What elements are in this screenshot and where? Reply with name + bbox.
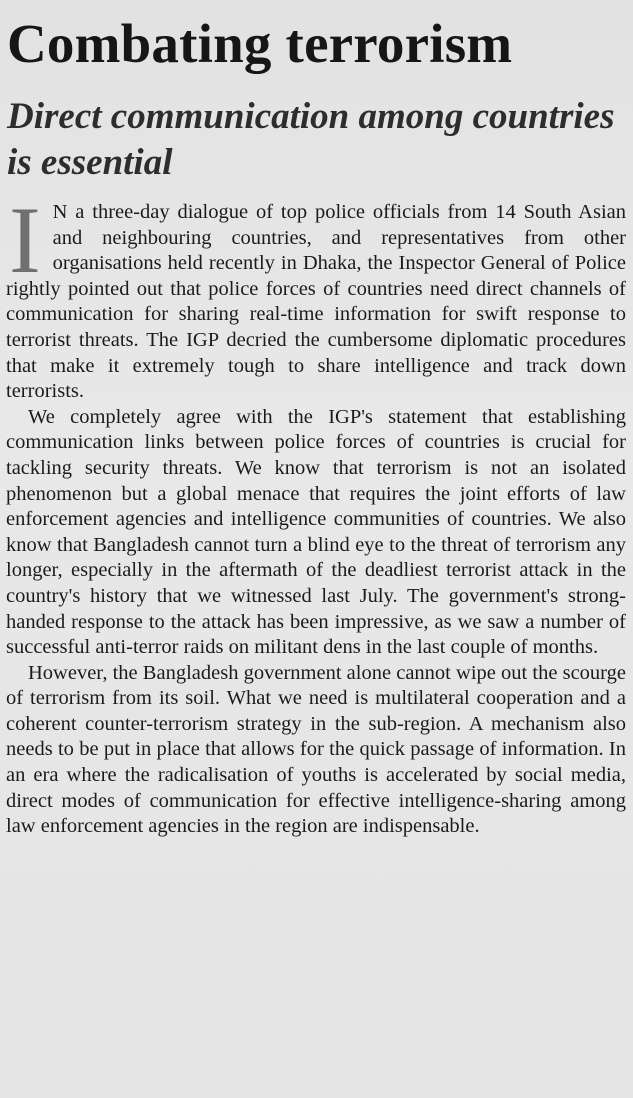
article-body (6, 187, 626, 840)
headline: Combating terrorism (7, 13, 513, 74)
paragraph-1 (6, 187, 626, 405)
paragraph-2: We completely agree with the IGP's statement that establishing communication links between police forces of countries is crucial for tackling security threats. We know that terrorism is not an isolated phenomenon but a global menace that requires the joint efforts of law enforcement agencies and intelligence communities of countries. We also know that Bangladesh cannot turn a blind eye to the threat of terrorism any longer, especially in the aftermath of the deadliest terrorist attack in the country's history that we witnessed last July. The government's strong-handed response to the attack has been impressive, as we saw a number of successful anti-terror raids on militant dens in the last couple of months. (6, 405, 626, 659)
drop-cap: I (9, 187, 41, 293)
paragraph-3: However, the Bangladesh government alone cannot wipe out the scourge of terrorism from its soil. What we need is multilateral cooperation and a coherent counter-terrorism strategy in the sub-region. A mechanism also needs to be put in place that allows for the quick passage of information. In an era where the radicalisation of youths is accelerated by social media, direct modes of communication for effective intelligence-sharing among law enforcement agencies in the region are indispensable. (6, 661, 626, 838)
subheadline: Direct communication among countries is essential (7, 96, 615, 183)
paragraph-1-text: N a three-day dialogue of top police officials from 14 South Asian and neighbouring countries, and representatives from other organisations held recently in Dhaka, the Inspector General of Police rightly pointed out that police forces of countries need direct channels of communication for sharing real-time information for swift response to terrorist threats. The IGP decried the cumbersome diplomatic procedures that make it extremely tough to share intelligence and track down terrorists. (6, 201, 626, 403)
